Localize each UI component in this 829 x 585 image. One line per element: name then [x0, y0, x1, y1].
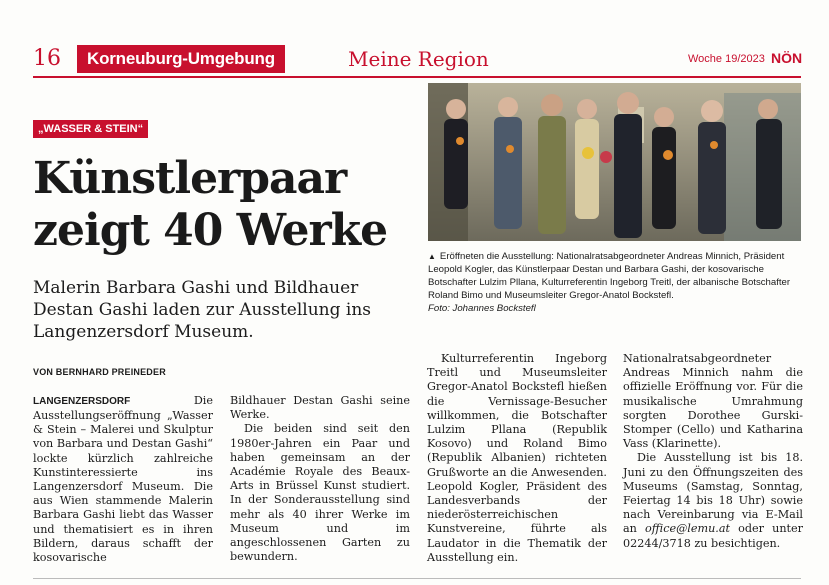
section-label: Korneuburg-Umgebung: [77, 45, 285, 73]
bottom-rule: [33, 578, 801, 579]
contact-email[interactable]: office@lemu.at: [644, 522, 731, 536]
body-text-col1: Die Ausstellungseröffnung „Wasser & Stein – Malerei und Skulptur von Barbara und Destan Gashi“ lockte kürzlich zahlreiche Kunstinteressierte ins Langenzersdorf Museum. Die aus Wien stammende Malerin Barbara Gashi liebt das Wasser und thematisiert es in ihren Bildern, daraus schafft der kosovarische: [33, 394, 213, 565]
dateline: LANGENZERSDORF: [33, 396, 131, 407]
triangle-up-icon: ▲: [428, 252, 436, 261]
body-paragraph: Bildhauer Destan Gashi seine Werke.: [230, 394, 410, 422]
page-number: 16: [33, 46, 61, 71]
headline-line-1: Künstlerpaar: [33, 153, 347, 204]
body-text: oder unter 02244/3718 zu besichtigen.: [623, 522, 803, 550]
kicker: „WASSER & STEIN“: [33, 120, 148, 138]
photo-caption: [428, 250, 801, 315]
body-column-2: [230, 394, 410, 564]
group-photo: [428, 83, 801, 241]
headline: [33, 153, 413, 257]
body-column-1: [33, 394, 213, 565]
issue-label: Woche 19/2023: [688, 53, 765, 65]
byline: VON BERNHARD PREINEDER: [33, 367, 166, 377]
region-label: Meine Region: [348, 47, 489, 71]
body-text: Die Ausstellung ist bis 18. Juni zu den Öffnungszeiten des Museums (Samstag, Sonntag, Feiertag 14 bis 18 Uhr) sowie nach Vereinbarung via E-Mail an: [623, 451, 803, 536]
photo-credit: Foto: Johannes Bockstefl: [428, 303, 536, 314]
body-paragraph: Die beiden sind seit den 1980er-Jahren ein Paar und haben gemeinsam an der Académie Royale des Beaux-Arts in Brüssel Kunst studiert. In der Sonderausstellung sind mehr als 40 ihrer Werke im Museum und im angeschlossenen Garten zu bewundern.: [230, 422, 410, 564]
lead-text: Malerin Barbara Gashi und Bildhauer Destan Gashi laden zur Ausstellung ins Langenzersdorf Museum.: [33, 278, 371, 342]
brand-logo: NÖN: [771, 50, 803, 66]
header-rule: [33, 76, 801, 78]
body-column-3: [427, 352, 607, 565]
group-photo-illustration: [428, 83, 801, 241]
body-column-4: [623, 352, 803, 551]
headline-line-2: zeigt 40 Werke: [33, 205, 388, 256]
body-paragraph: [623, 451, 803, 550]
body-paragraph: Kulturreferentin Ingeborg Treitl und Museumsleiter Gregor-Anatol Bockstefl hießen die Vernissage-Besucher willkommen, die Botschafter Lulzim Pllana (Republik Kosovo) und Roland Bimo (Republik Albanien) richteten Grußworte an die Anwesenden. Leopold Kogler, Präsident des Landesverbands der niederösterreichischen Kunstvereine, führte als Laudator in die Thematik der Ausstellung ein.: [427, 352, 607, 564]
caption-text: Eröffneten die Ausstellung: Nationalratsabgeordneter Andreas Minnich, Präsident Leopold Kogler, das Künstlerpaar Destan und Barbara Gashi, der kosovarische Botschafter Lulzim Pllana, Kulturreferentin Ingeborg Treitl, der albanische Botschafter Roland Bimo und Museumsleiter Gregor-Anatol Bockstefl.: [428, 251, 791, 301]
body-paragraph: Nationalratsabgeordneter Andreas Minnich nahm die offizielle Eröffnung vor. Für die musikalische Umrahmung sorgten Dorothee Gurski-Stomper (Cello) und Katharina Vass (Klarinette).: [623, 352, 803, 451]
